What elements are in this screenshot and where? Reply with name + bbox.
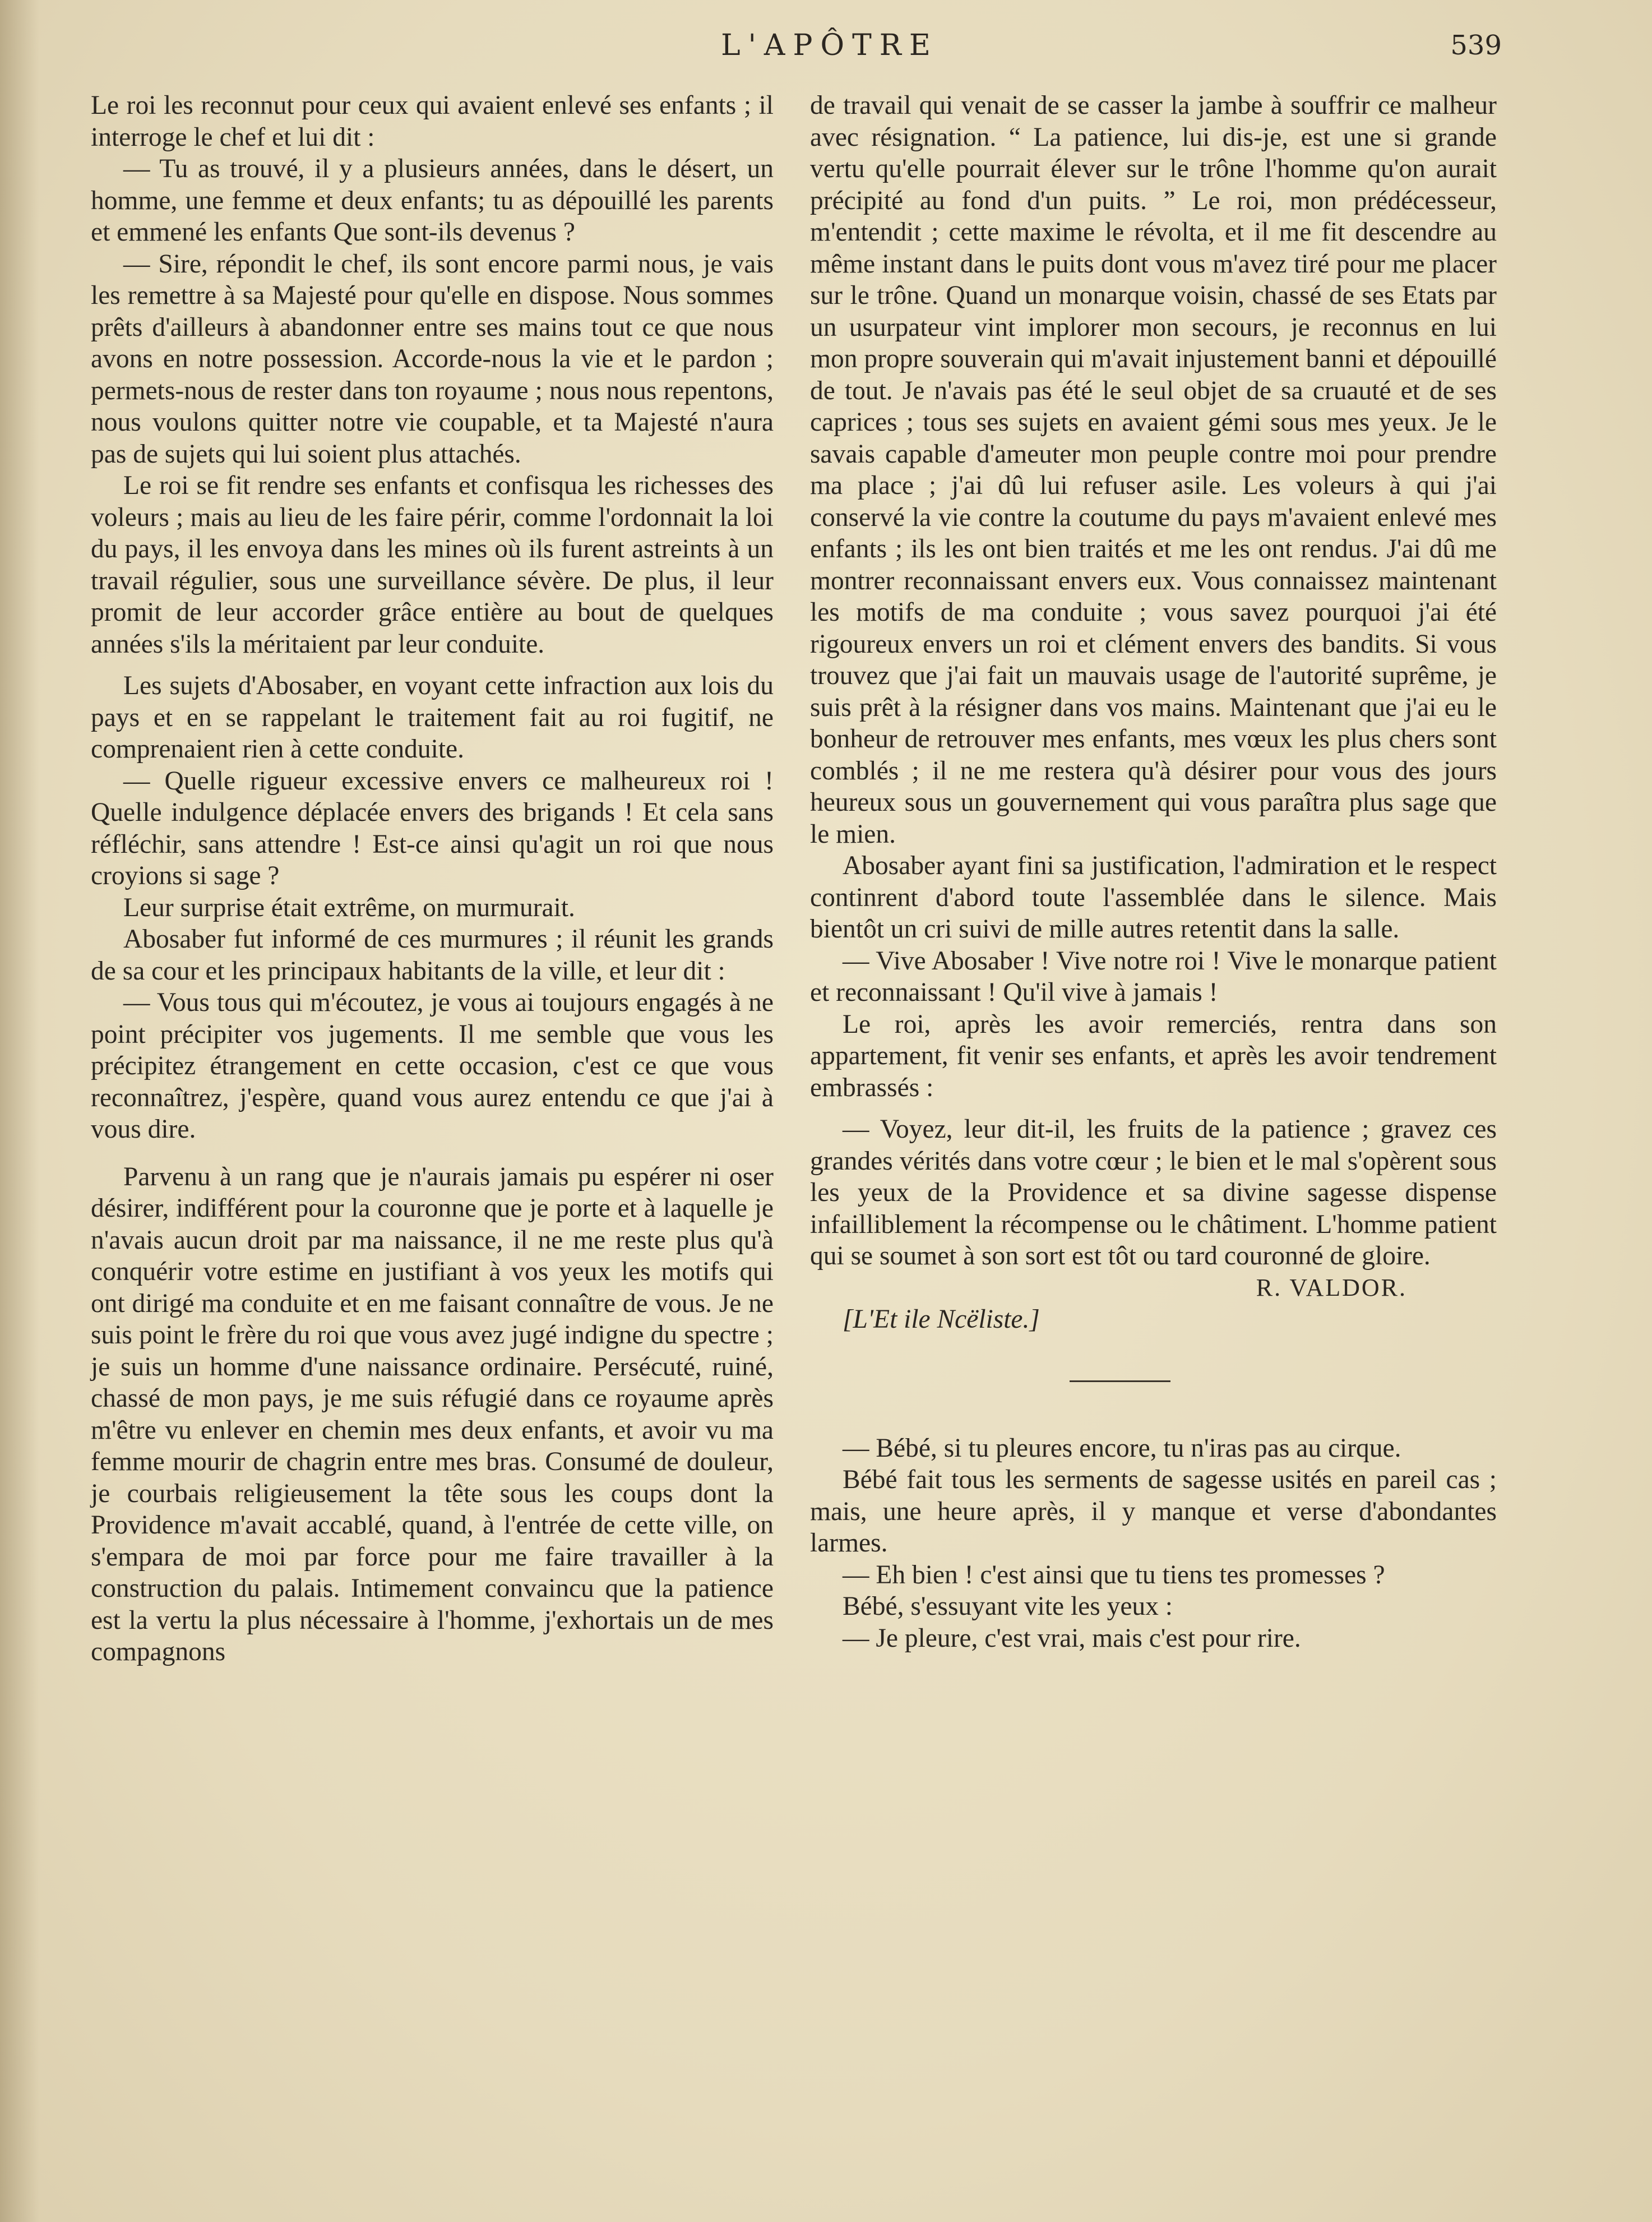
paragraph: Le roi les reconnut pour ceux qui avaient enlevé ses enfants ; il interroge le chef et lui dit :	[91, 91, 774, 152]
paragraph: Parvenu à un rang que je n'aurais jamais pu espérer ni oser désirer, indifférent pour la couronne que je porte et à laquelle je n'avais aucun droit par ma naissance, il ne me reste plus qu'à conquérir votre estime en justifiant à vos yeux les motifs qui ont dirigé ma conduite et en me faisant connaître de vous. Je ne suis point le frère du roi que vous avez jugé indigne du spectre ; je suis un homme d'une naissance ordinaire. Persécuté, ruiné, chassé de mon pays, je me suis réfugié dans ce royaume après m'être vu enlever en chemin mes deux enfants, et avoir vu ma femme mourir de chagrin entre mes bras. Consumé de douleur, je courbais religieusement la tête sous les coups dont la Providence m'avait accablé, quand, à l'entrée de cette ville, on s'empara de moi par force pour me faire travailler à la construction du palais. Intimement convaincu que la patience est la vertu la plus nécessaire à l'homme, j'exhortais un de mes compagnons	[91, 1162, 774, 1666]
paragraph: Les sujets d'Abosaber, en voyant cette infraction aux lois du pays et en se rappelant le traitement fait au roi fugitif, ne comprenaient rien à cette conduite.	[91, 671, 774, 764]
section-divider	[1070, 1380, 1170, 1382]
author-signature: R. VALDOR.	[1256, 1273, 1407, 1301]
paragraph: — Quelle rigueur excessive envers ce malheureux roi ! Quelle indulgence déplacée envers des brigands ! Et cela sans réfléchir, sans attendre ! Est-ce ainsi qu'agit un roi que nous croyions si sage ?	[91, 766, 774, 890]
anecdote-line: Bébé fait tous les serments de sagesse usités en pareil cas ; mais, une heure après, il y manque et verse d'abondantes larmes.	[810, 1465, 1497, 1558]
paragraph: — Sire, répondit le chef, ils sont encore parmi nous, je vais les remettre à sa Majesté pour qu'elle en dispose. Nous sommes prêts d'ailleurs à abandonner entre ses mains tout ce que nous avons en notre possession. Accorde-nous la vie et le pardon ; permets-nous de rester dans ton royaume ; nous nous repentons, nous voulons quitter notre vie coupable, et ta Majesté n'aura pas de sujets qui lui soient plus attachés.	[91, 249, 774, 469]
paragraph: — Voyez, leur dit-il, les fruits de la patience ; gravez ces grandes vérités dans votre cœur ; le bien et le mal s'opèrent sous les yeux de la Providence et sa divine sagesse dispense infailliblement la récompense ou le châtiment. L'homme patient qui se soumet à son sort est tôt ou tard couronné de gloire.	[810, 1115, 1497, 1271]
paragraph: — Vous tous qui m'écoutez, je vous ai toujours engagés à ne point précipiter vos jugements. Il me semble que vous les précipitez étrangement en cette occasion, c'est ce que vous reconnaîtrez, j'espère, quand vous aurez entendu ce que j'ai à vous dire.	[91, 988, 774, 1144]
paragraph: Le roi, après les avoir remerciés, rentra dans son appartement, fit venir ses enfants, et après les avoir tendrement embrassés :	[810, 1009, 1497, 1102]
paragraph: de travail qui venait de se casser la jambe à souffrir ce malheur avec résignation. “ La patience, lui dis-je, est une si grande vertu qu'elle pourrait élever sur le trône l'homme qu'on aurait précipité au fond d'un puits. ” Le roi, mon prédécesseur, m'entendit ; cette maxime le révolta, et il me fit descendre au même instant dans le puits dont vous m'avez tiré pour me placer sur le trône. Quand un monarque voisin, chassé de ses Etats par un usurpateur vint implorer mon secours, je reconnus en lui mon propre souverain qui m'avait injustement banni et dépouillé de tout. Je n'avais pas été le seul objet de sa cruauté et de ses caprices ; tous ses sujets en avaient gémi sous mes yeux. Je le savais capable d'ameuter mon peuple contre moi pour prendre ma place ; j'ai dû lui refuser asile. Les voleurs à qui j'ai conservé la vie contre la coutume du pays m'avaient enlevé mes enfants ; ils les ont bien traités et me les ont rendus. J'ai dû me montrer reconnaissant envers eux. Vous connaissez maintenant les motifs de ma conduite ; vous savez pourquoi j'ai été rigoureux envers un roi et clément envers des bandits. Si vous trouvez que j'ai fait un mauvais usage de l'autorité suprême, je suis prêt à la résigner dans vos mains. Maintenant que j'ai eu le bonheur de retrouver mes enfants, mes vœux les plus chers sont comblés ; il ne me restera qu'à désirer pour vous des jours heureux sous un gouvernement qui vous paraîtra plus sage que le mien.	[810, 91, 1497, 849]
running-title: L'APÔTRE	[721, 29, 938, 62]
anecdote-line: — Je pleure, c'est vrai, mais c'est pour rire.	[843, 1623, 1301, 1653]
paragraph: Le roi se fit rendre ses enfants et confisqua les richesses des voleurs ; mais au lieu de les faire périr, comme l'ordonnait la loi du pays, il les envoya dans les mines où ils furent astreints à un travail régulier, sous une surveillance sévère. De plus, il leur promit de leur accorder grâce entière au bout de quelques années s'ils la méritaient par leur conduite.	[91, 471, 774, 659]
anecdote-line: — Bébé, si tu pleures encore, tu n'iras pas au cirque.	[843, 1433, 1401, 1463]
left-column	[91, 90, 774, 1668]
paragraph: — Tu as trouvé, il y a plusieurs années, dans le désert, un homme, une femme et deux enfants; tu as dépouillé les parents et emmené les enfants Que sont-ils devenus ?	[91, 154, 774, 247]
paragraph: Abosaber fut informé de ces murmures ; il réunit les grands de sa cour et les principaux habitants de la ville, et leur dit :	[91, 925, 774, 986]
paragraph: Abosaber ayant fini sa justification, l'admiration et le respect continrent d'abord toute l'assemblée dans le silence. Mais bientôt un cri suivi de mille autres retentit dans la salle.	[810, 851, 1497, 944]
anecdote-line: Bébé, s'essuyant vite les yeux :	[843, 1592, 1173, 1621]
paragraph: Leur surprise était extrême, on murmurait.	[123, 893, 575, 922]
paragraph: — Vive Abosaber ! Vive notre roi ! Vive le monarque patient et reconnaissant ! Qu'il vive à jamais !	[810, 946, 1497, 1007]
page-edge-shadow	[0, 0, 39, 2222]
right-column	[810, 90, 1497, 1654]
anecdote-line: — Eh bien ! c'est ainsi que tu tiens tes promesses ?	[843, 1560, 1385, 1590]
running-head	[0, 26, 1652, 65]
source-citation: [L'Et ile Ncëliste.]	[843, 1305, 1040, 1334]
page-number: 539	[1450, 30, 1502, 61]
